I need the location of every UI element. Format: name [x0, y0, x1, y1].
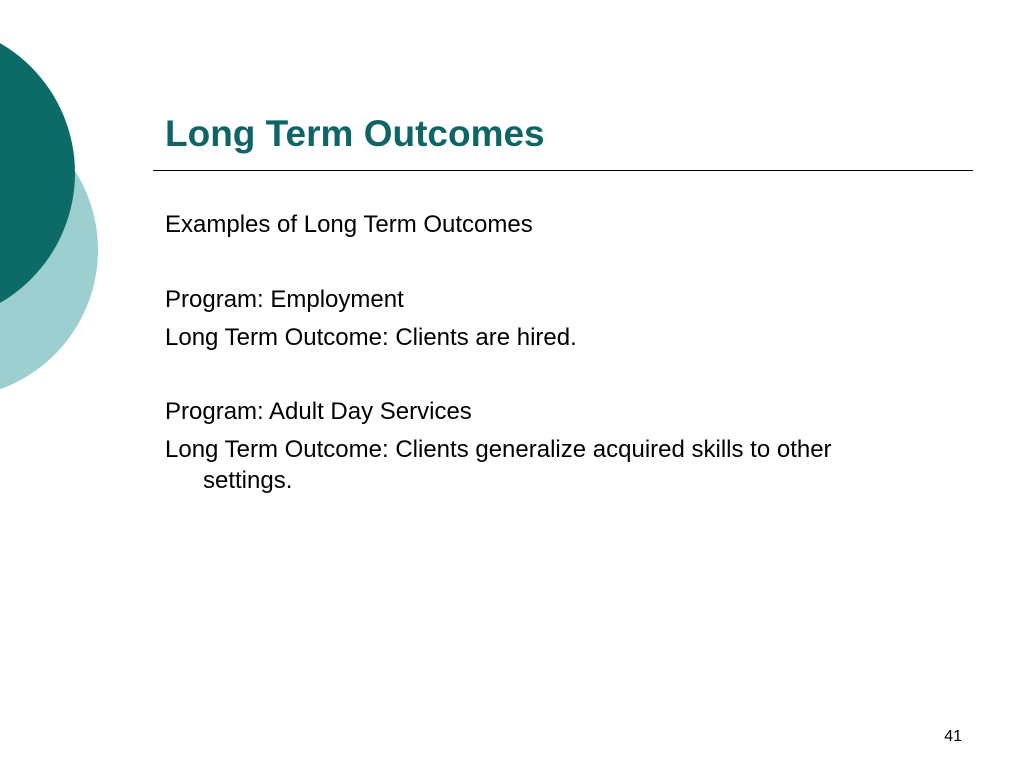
- program-adult-day-services: Program: Adult Day Services: [165, 398, 472, 425]
- outcome-employment: Long Term Outcome: Clients are hired.: [165, 324, 577, 351]
- decorative-circles: [0, 0, 110, 410]
- slide-number: 41: [944, 728, 962, 745]
- slide-title: Long Term Outcomes: [165, 113, 545, 154]
- outcome-adult-day-services-continued: settings.: [203, 467, 293, 494]
- program-employment: Program: Employment: [165, 286, 404, 313]
- examples-heading: Examples of Long Term Outcomes: [165, 211, 533, 238]
- title-divider: [153, 170, 973, 171]
- outcome-adult-day-services: Long Term Outcome: Clients generalize acquired skills to other: [165, 436, 832, 463]
